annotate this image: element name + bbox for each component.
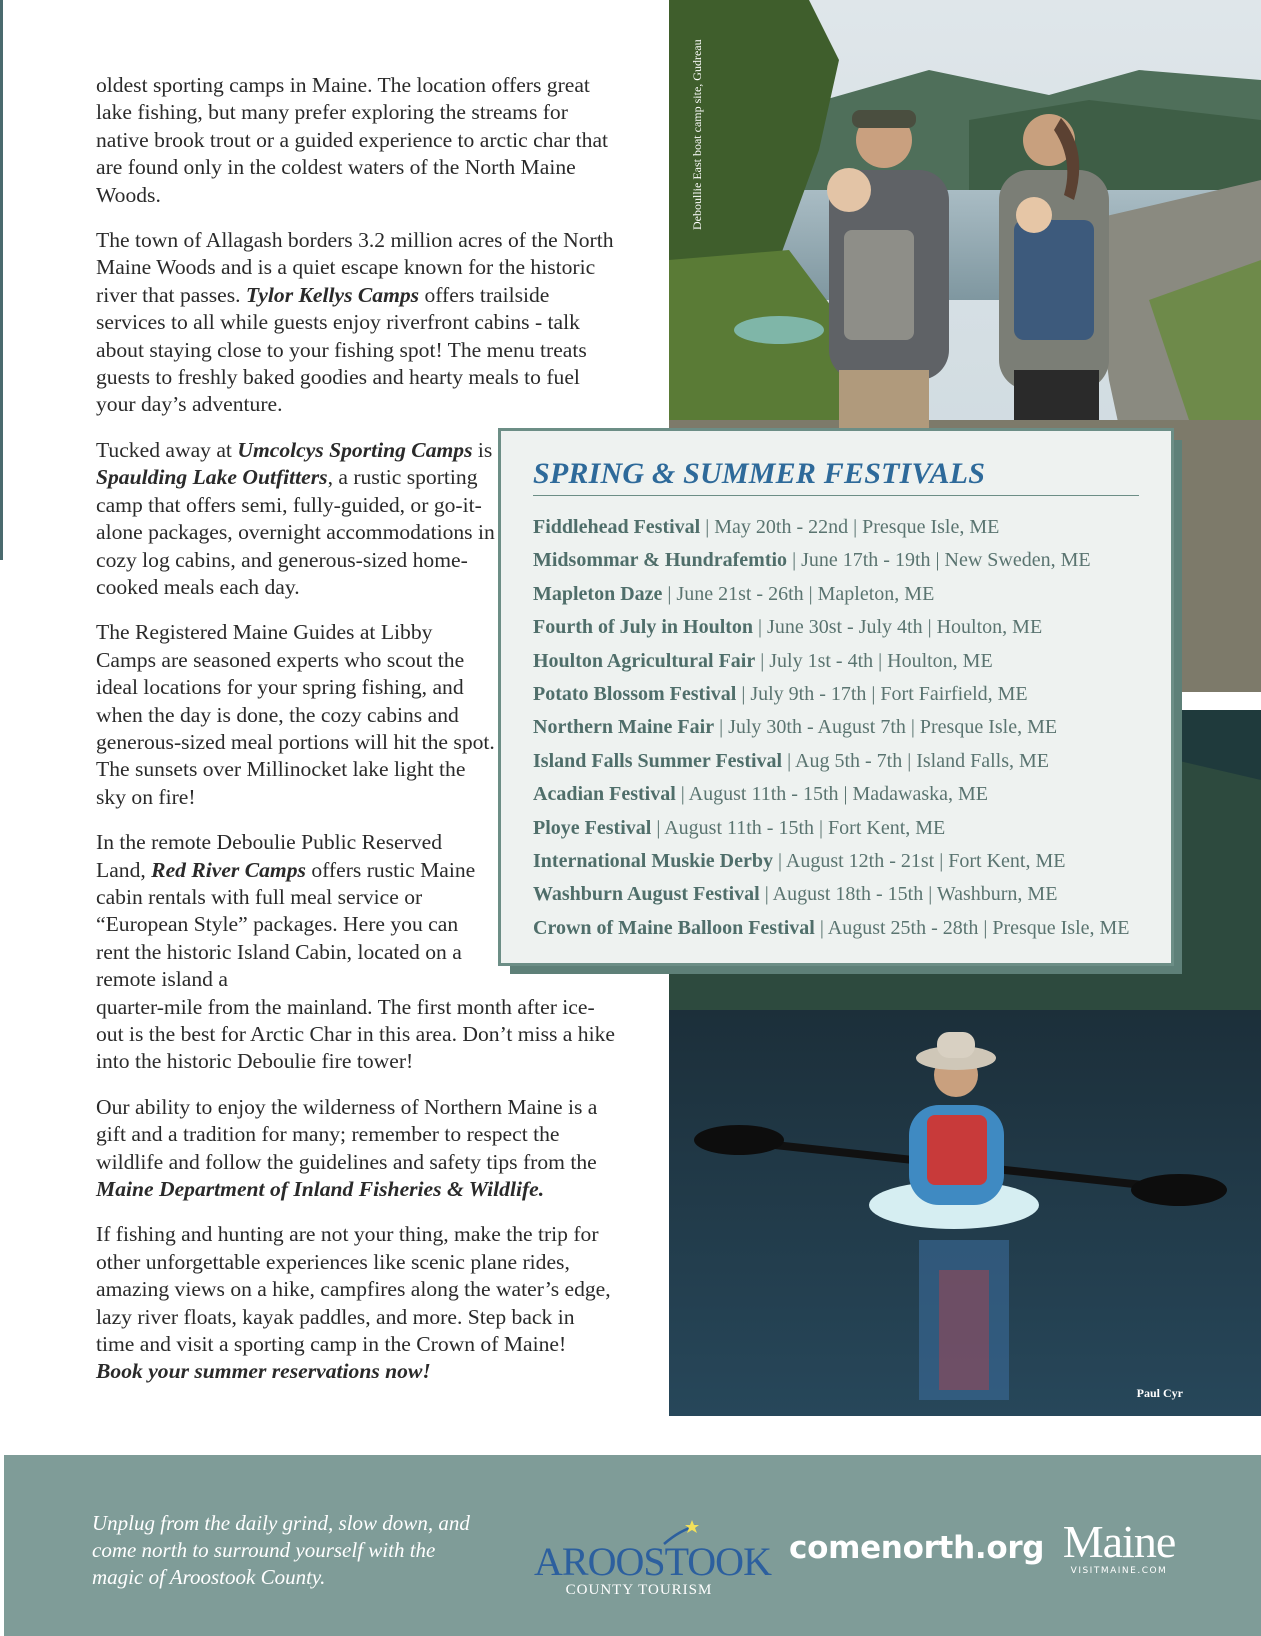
paragraph-2: The town of Allagash borders 3.2 million acres of the North Maine Woods and is a quiet escape known for the historic river that passes. Tylor Kellys Camps offers trailside services to all while guests enjoy riverfront cabins - talk about staying close to your fishing spot! The menu treats guests to freshly baked goodies and hearty meals to fuel your day’s adventure. <box>96 228 614 417</box>
festival-item: Potato Blossom Festival | July 9th - 17th | Fort Fairfield, ME <box>533 682 1028 705</box>
page-edge-strip <box>0 0 3 560</box>
visit-maine-logo[interactable] <box>1054 1516 1184 1580</box>
camp-name: Red River Camps <box>151 857 306 882</box>
festival-item: Midsommar & Hundrafemtio | June 17th - 19th | New Sweden, ME <box>533 549 1091 572</box>
festival-item: Fiddlehead Festival | May 20th - 22nd | Presque Isle, ME <box>533 516 1000 538</box>
paragraph-1: oldest sporting camps in Maine. The location offers great lake fishing, but many prefer exploring the streams for native brook trout or a guided experience to arctic char that are found only in the coldest waters of the North Maine Woods. <box>96 73 609 207</box>
festival-item: Northern Maine Fair | July 30th - August 7th | Presque Isle, ME <box>533 716 1058 739</box>
festival-item: Fourth of July in Houlton | June 30st - July 4th | Houlton, ME <box>533 616 1043 639</box>
paragraph-3: Tucked away at Umcolcys Sporting Camps is Spaulding Lake Outfitters, a rustic sporting camp that offers semi, fully-guided, or go-it-alone packages, overnight accommodations in cozy log cabins, and generous-sized home-cooked meals each day. <box>96 437 495 599</box>
festival-heading: SPRING & SUMMER FESTIVALS <box>533 457 1139 496</box>
call-to-action: Book your summer reservations now! <box>96 1359 431 1384</box>
kayak-photo-credit: Paul Cyr <box>1136 1386 1183 1400</box>
maine-wordmark: Maine <box>1062 1516 1176 1567</box>
paragraph-7: If fishing and hunting are not your thing, make the trip for other unforgettable experiences like scenic plane rides, amazing views on a hike, campfires along the water’s edge, lazy river floats, kayak paddles, and more. Step back in time and visit a sporting camp in the Crown of Maine! Book your summer reservations now! <box>96 1222 611 1384</box>
camp-name: Umcolcys Sporting Camps <box>237 437 473 462</box>
camp-name: Spaulding Lake Outfitters <box>96 465 328 490</box>
website-link[interactable]: comenorth.org <box>789 1530 1045 1566</box>
festival-list <box>533 516 1141 950</box>
aroostook-wordmark: AROOSTOOK <box>534 1539 771 1584</box>
festival-item: Acadian Festival | August 11th - 15th | Madawaska, ME <box>533 783 989 806</box>
festival-item: Island Falls Summer Festival | Aug 5th - 7th | Island Falls, ME <box>533 749 1049 772</box>
camp-name: Tylor Kellys Camps <box>245 282 420 307</box>
festival-item: Crown of Maine Balloon Festival | August 25th - 28th | Presque Isle, ME <box>533 916 1130 939</box>
family-photo-credit: Deboullie East boat camp site, Gudreau <box>690 39 704 230</box>
festival-item: Ploye Festival | August 11th - 15th | Fort Kent, ME <box>533 816 946 839</box>
paragraph-6: Our ability to enjoy the wilderness of Northern Maine is a gift and a tradition for many; remember to respect the wildlife and follow the guidelines and safety tips from the Maine Department of Inland Fisheries & Wildlife. <box>96 1094 598 1202</box>
festival-item: International Muskie Derby | August 12th - 21st | Fort Kent, ME <box>533 849 1066 872</box>
agency-name: Maine Department of Inland Fisheries & Wildlife. <box>96 1177 545 1202</box>
paragraph-5: In the remote Deboulie Public Reserved Land, Red River Camps offers rustic Maine cabin rentals with full meal service or “European Style” packages. Here you can rent the historic Island Cabin, located on a remote island a quarter-mile from the mainland. The first month after ice-out is the best for Arctic Char in this area. Don’t miss a hike into the historic Deboulie fire tower! <box>96 830 615 1074</box>
footer-tagline: Unplug from the daily grind, slow down, and come north to surround yourself with the magic of Aroostook County. <box>92 1511 470 1589</box>
maine-subtitle: VISITMAINE.COM <box>1070 1566 1168 1576</box>
aroostook-logo[interactable] <box>534 1518 771 1608</box>
festival-item: Houlton Agricultural Fair | July 1st - 4th | Houlton, ME <box>533 649 993 672</box>
paragraph-4: The Registered Maine Guides at Libby Camps are seasoned experts who scout the ideal locations for your spring fishing, and when the day is done, the cozy cabins and generous-sized meal portions will hit the spot. The sunsets over Millinocket lake light the sky on fire! <box>96 620 495 809</box>
festival-item: Washburn August Festival | August 18th - 15th | Washburn, ME <box>533 883 1058 906</box>
festival-box <box>498 428 1174 966</box>
festival-item: Mapleton Daze | June 21st - 26th | Mapleton, ME <box>533 582 935 605</box>
aroostook-subtitle: COUNTY TOURISM <box>565 1582 713 1598</box>
